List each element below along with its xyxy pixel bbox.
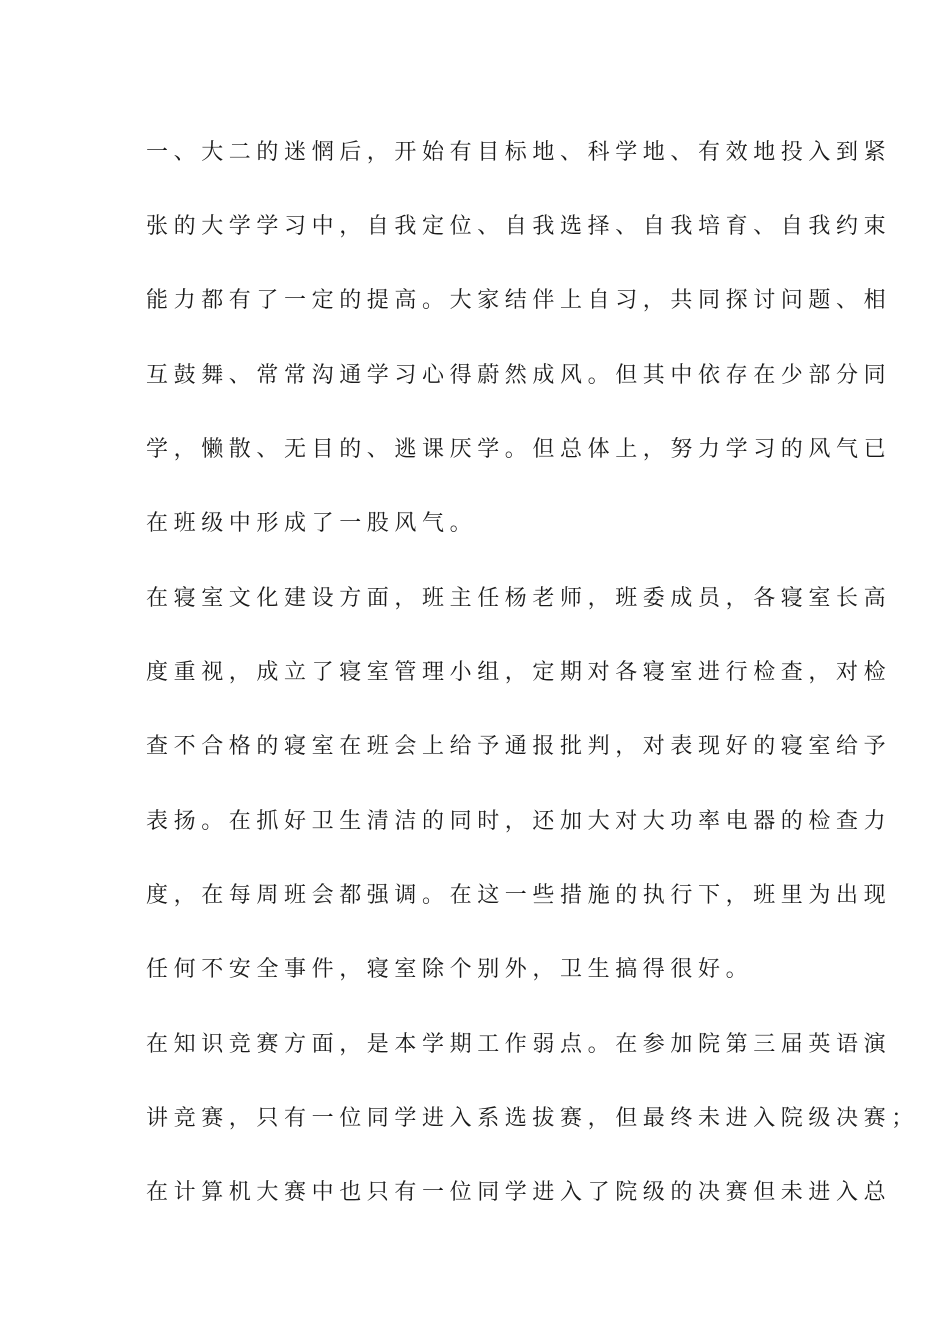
paragraph-line: 度重视，成立了寝室管理小组，定期对各寝室进行检查，对检 — [146, 660, 892, 685]
paragraph-line: 度，在每周班会都强调。在这一些措施的执行下，班里为出现 — [146, 883, 892, 908]
paragraph-line: 能力都有了一定的提高。大家结伴上自习，共同探讨问题、相 — [146, 288, 892, 313]
paragraph-line: 查不合格的寝室在班会上给予通报批判，对表现好的寝室给予 — [146, 734, 892, 759]
paragraph-line: 一、大二的迷惘后，开始有目标地、科学地、有效地投入到紧 — [146, 140, 892, 165]
paragraph-line: 任何不安全事件，寝室除个别外，卫生搞得很好。 — [146, 957, 754, 982]
paragraph-line: 在班级中形成了一股风气。 — [146, 511, 478, 536]
paragraph-line: 在计算机大赛中也只有一位同学进入了院级的决赛但未进入总 — [146, 1180, 892, 1205]
paragraph-line: 张的大学学习中，自我定位、自我选择、自我培育、自我约束 — [146, 214, 892, 239]
paragraph-line: 学，懒散、无目的、逃课厌学。但总体上，努力学习的风气已 — [146, 437, 892, 462]
paragraph-line: 讲竞赛，只有一位同学进入系选拔赛，但最终未进入院级决赛； — [146, 1106, 919, 1131]
paragraph-line: 互鼓舞、常常沟通学习心得蔚然成风。但其中依存在少部分同 — [146, 363, 892, 388]
paragraph-line: 在知识竞赛方面，是本学期工作弱点。在参加院第三届英语演 — [146, 1032, 892, 1057]
paragraph-line: 表扬。在抓好卫生清洁的同时，还加大对大功率电器的检查力 — [146, 809, 892, 834]
paragraph-line: 在寝室文化建设方面，班主任杨老师，班委成员，各寝室长高 — [146, 586, 892, 611]
